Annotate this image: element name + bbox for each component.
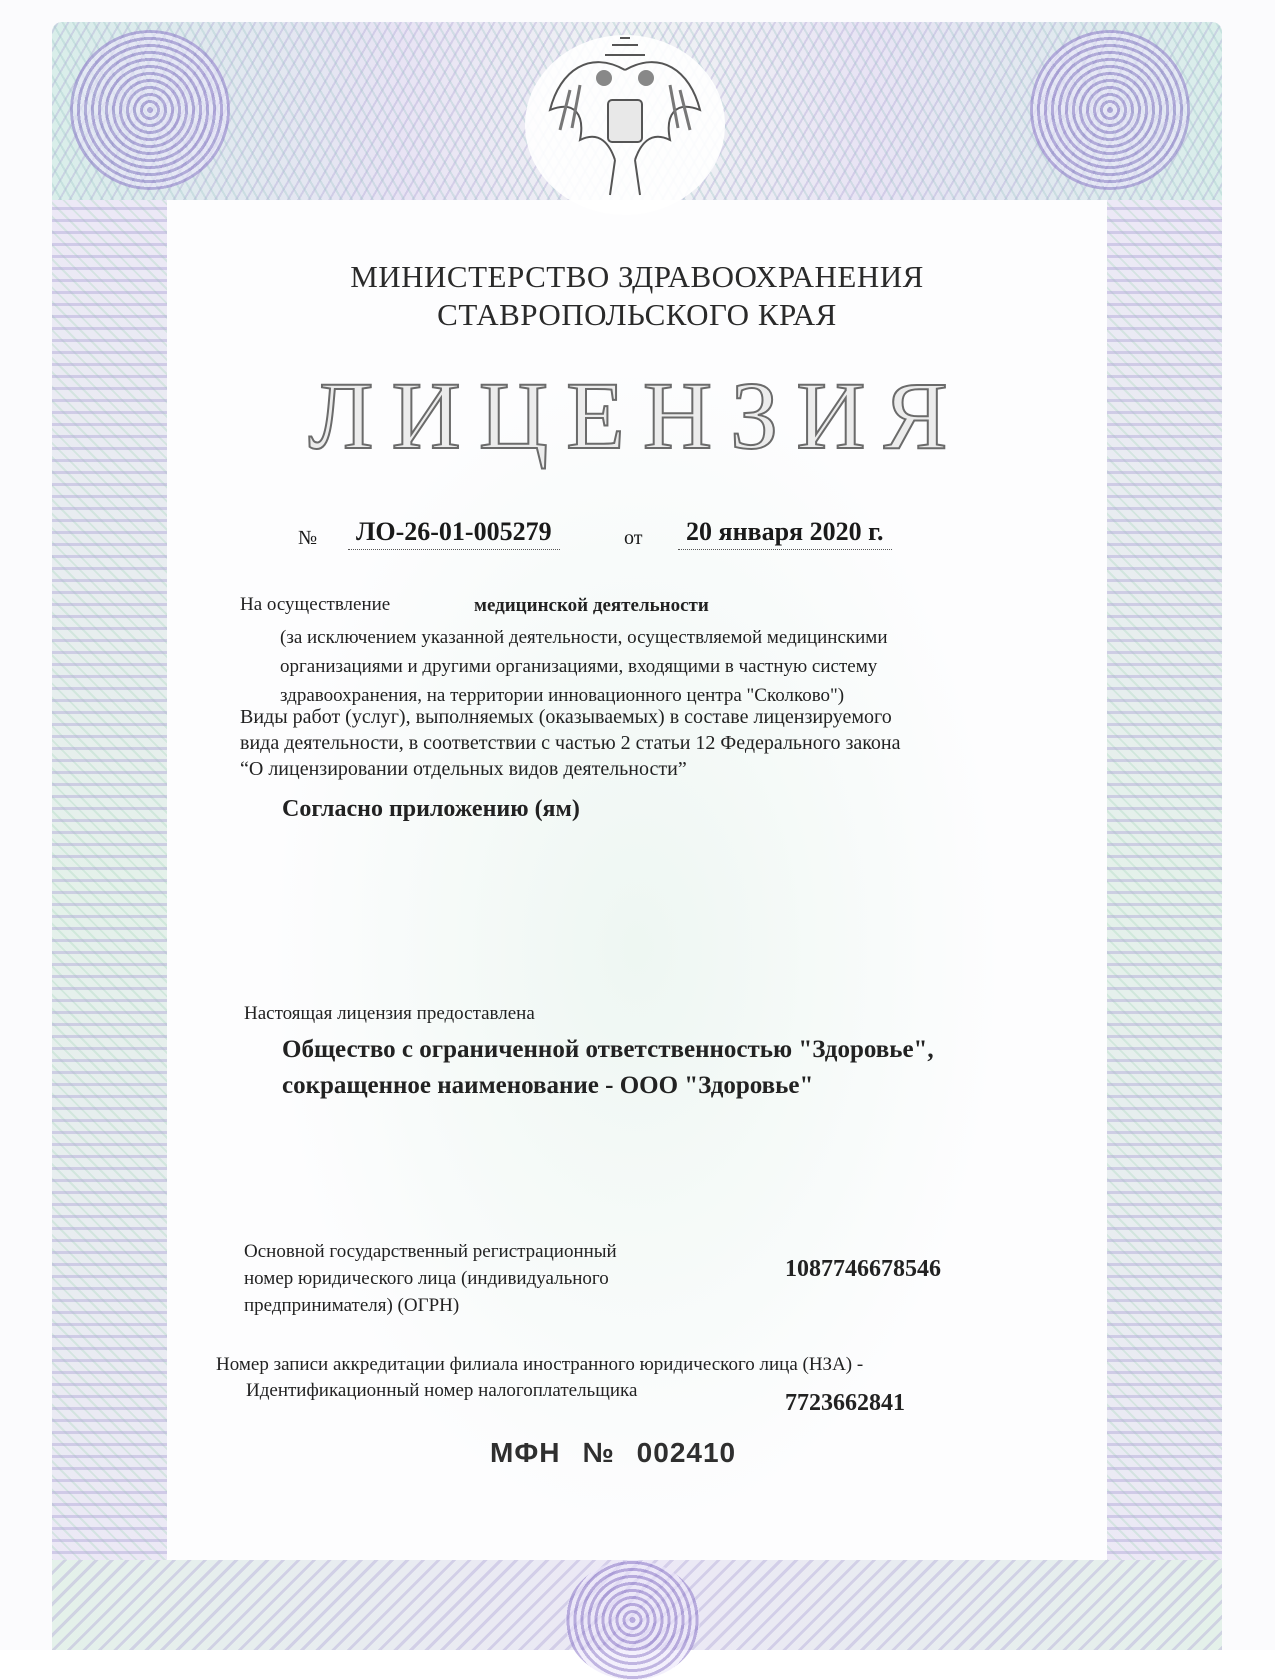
activity-label: На осуществление	[240, 594, 391, 615]
document-title: ЛИЦЕНЗИЯ	[308, 362, 966, 469]
inn-label: Идентификационный номер налогоплательщика	[246, 1380, 638, 1401]
ministry-line-1: МИНИСТЕРСТВО ЗДРАВООХРАНЕНИЯ	[350, 259, 924, 294]
issuing-authority	[237, 258, 1037, 334]
works-value: Согласно приложению (ям)	[282, 796, 580, 822]
license-date: 20 января 2020 г.	[678, 517, 892, 550]
blank-number: 002410	[636, 1437, 737, 1468]
guilloche-rosette-icon	[565, 1560, 700, 1680]
activity-value: медицинской деятельности	[474, 595, 709, 616]
blank-number-sign: №	[582, 1437, 615, 1468]
ogrn-value: 1087746678546	[785, 1256, 941, 1282]
activity-note-line-2: организациями и другими организациями, входящими в частную систему	[280, 656, 878, 677]
ornamental-frame-right	[1107, 200, 1222, 1590]
holder-label: Настоящая лицензия предоставлена	[244, 1003, 535, 1024]
nza-label: Номер записи аккредитации филиала иностранного юридического лица (НЗА) -	[216, 1354, 864, 1375]
coat-of-arms-icon	[520, 30, 730, 220]
guilloche-rosette-icon	[1030, 30, 1190, 190]
holder-name-line-1: Общество с ограниченной ответственностью "Здоровье",	[282, 1036, 934, 1063]
works-line-2: вида деятельности, в соответствии с частью 2 статьи 12 Федерального закона	[240, 732, 901, 754]
license-number: ЛО-26-01-005279	[348, 517, 560, 550]
activity-note-line-3: здравоохранения, на территории инновационного центра "Сколково")	[280, 685, 845, 706]
guilloche-rosette-icon	[70, 30, 230, 190]
inn-value: 7723662841	[785, 1390, 905, 1416]
activity-note-line-1: (за исключением указанной деятельности, осуществляемой медицинскими	[280, 627, 888, 648]
ornamental-frame-left	[52, 200, 167, 1590]
ministry-line-2: СТАВРОПОЛЬСКОГО КРАЯ	[437, 297, 837, 332]
ogrn-label-line-3: предпринимателя) (ОГРН)	[244, 1295, 460, 1316]
blank-serial-number	[490, 1437, 758, 1469]
holder-name-line-2: сокращенное наименование - ООО "Здоровье"	[282, 1072, 814, 1099]
ogrn-label-line-2: номер юридического лица (индивидуального	[244, 1268, 609, 1289]
blank-series: МФН	[490, 1437, 561, 1468]
number-label: №	[298, 527, 318, 549]
works-line-1: Виды работ (услуг), выполняемых (оказываемых) в составе лицензируемого	[240, 706, 892, 728]
works-line-3: “О лицензировании отдельных видов деятельности”	[240, 758, 687, 780]
license-number-line	[298, 515, 998, 555]
date-label: от	[624, 527, 643, 549]
ogrn-label-line-1: Основной государственный регистрационный	[244, 1241, 617, 1262]
